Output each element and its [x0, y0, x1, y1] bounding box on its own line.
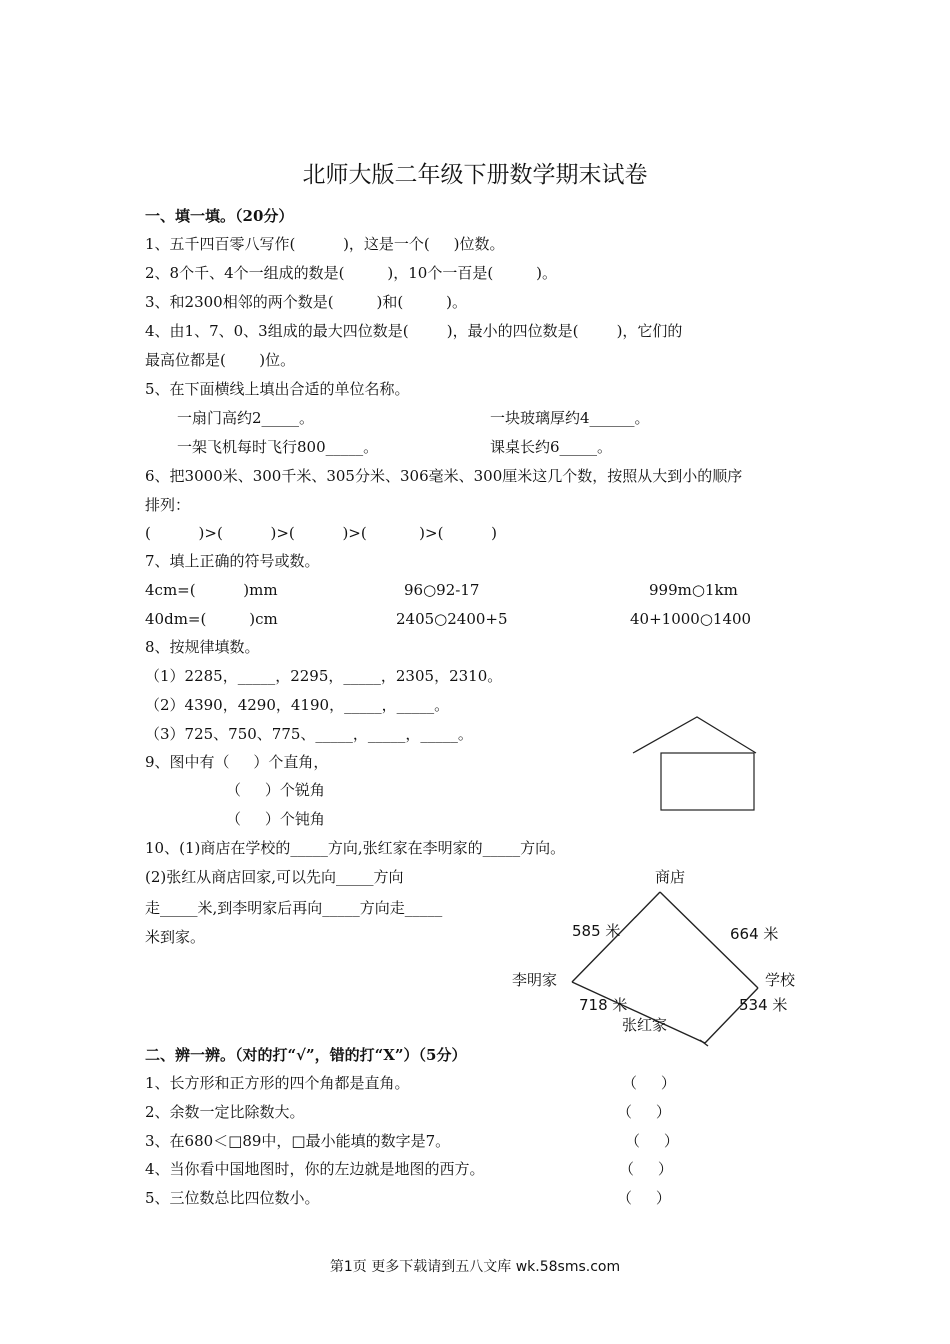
- map-label-shop: 商店: [655, 868, 686, 886]
- map-label-liming: 李明家: [512, 971, 558, 989]
- question-10-line3: 走_____米,到李明家后再向_____方向走_____: [145, 899, 443, 917]
- question-1: 1、五千四百零八写作( )，这是一个( )位数。: [145, 235, 505, 253]
- question-8-a: （1）2285，_____，2295，_____，2305，2310。: [145, 667, 503, 685]
- judge-item-3: 3、在680＜□89中，□最小能填的数字是7。: [145, 1132, 451, 1150]
- map-distance-534: 534 米: [739, 996, 788, 1014]
- question-5-d: 课桌长约6_____。: [490, 438, 613, 456]
- judge-mark-3: （ ）: [625, 1132, 679, 1150]
- judge-item-2: 2、余数一定比除数大。: [145, 1103, 305, 1121]
- question-4-line2: 最高位都是( )位。: [145, 351, 296, 369]
- question-7-e: 2405○2400+5: [396, 610, 508, 628]
- question-6-line2: 排列：: [145, 496, 191, 514]
- question-3: 3、和2300相邻的两个数是( )和( )。: [145, 293, 467, 311]
- question-6-line3: ( )>( )>( )>( )>( ): [145, 524, 497, 542]
- question-8-b: （2）4390，4290，4190，_____，_____。: [145, 696, 450, 714]
- section1-heading: 一、填一填。（20分）: [145, 207, 294, 225]
- judge-mark-1: （ ）: [622, 1074, 676, 1092]
- section2-heading: 二、辨一辨。（对的打“√”，错的打“X”）（5分）: [145, 1046, 467, 1064]
- house-figure: [633, 717, 756, 810]
- judge-item-5: 5、三位数总比四位数小。: [145, 1189, 320, 1207]
- question-7-d: 40dm=( )cm: [145, 610, 278, 628]
- judge-mark-5: （ ）: [617, 1189, 671, 1207]
- judge-item-1: 1、长方形和正方形的四个角都是直角。: [145, 1074, 410, 1092]
- question-7: 7、填上正确的符号或数。: [145, 552, 320, 570]
- question-7-a: 4cm=( )mm: [145, 581, 278, 599]
- question-10-line4: 米到家。: [145, 928, 206, 946]
- question-9-a: 9、图中有（ ）个直角，: [145, 753, 329, 771]
- question-2: 2、8个千、4个一组成的数是( )，10个一百是( )。: [145, 264, 557, 282]
- question-8: 8、按规律填数。: [145, 638, 260, 656]
- page-title: 北师大版二年级下册数学期末试卷: [302, 162, 648, 188]
- question-6-line1: 6、把3000米、300千米、305分米、306毫米、300厘米这几个数，按照从大到小的顺序: [145, 467, 743, 485]
- page-footer: 第1页 更多下载请到五八文库 wk.58sms.com: [329, 1259, 621, 1275]
- map-distance-664: 664 米: [730, 925, 779, 943]
- judge-mark-2: （ ）: [617, 1103, 671, 1121]
- question-7-b: 96○92-17: [404, 581, 480, 599]
- question-7-f: 40+1000○1400: [630, 610, 752, 628]
- question-7-c: 999m○1km: [649, 581, 738, 599]
- map-distance-718: 718 米: [579, 996, 628, 1014]
- question-5-c: 一架飞机每时飞行800_____。: [177, 438, 379, 456]
- map-distance-585: 585 米: [572, 922, 621, 940]
- judge-item-4: 4、当你看中国地图时，你的左边就是地图的西方。: [145, 1160, 485, 1178]
- judge-mark-4: （ ）: [619, 1160, 673, 1178]
- question-10-line2: (2)张红从商店回家,可以先向_____方向: [145, 868, 404, 886]
- question-5-b: 一块玻璃厚约4______。: [490, 409, 650, 427]
- map-label-school: 学校: [765, 971, 796, 989]
- question-5: 5、在下面横线上填出合适的单位名称。: [145, 380, 410, 398]
- question-8-c: （3）725、750、775、_____，_____，_____。: [145, 725, 473, 743]
- question-5-a: 一扇门高约2_____。: [177, 409, 315, 427]
- question-9-c: （ ）个钝角: [226, 810, 325, 828]
- question-10-line1: 10、(1)商店在学校的_____方向,张红家在李明家的_____方向。: [145, 839, 566, 857]
- question-9-b: （ ）个锐角: [226, 781, 325, 799]
- map-label-zhanghong: 张红家: [622, 1016, 668, 1034]
- question-4-line1: 4、由1、7、0、3组成的最大四位数是( )，最小的四位数是( )，它们的: [145, 322, 683, 340]
